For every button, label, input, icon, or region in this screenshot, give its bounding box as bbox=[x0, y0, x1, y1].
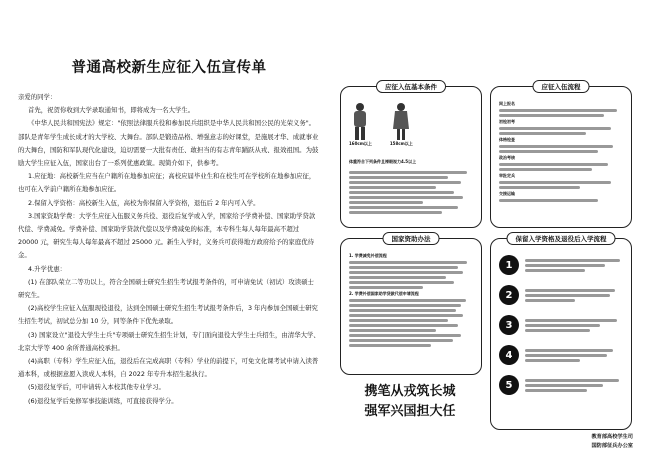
paragraph: 2.保留入学资格：高校新生入伍，高校为你保留入学资格，退伍后 2 年内可入学。 bbox=[28, 198, 260, 207]
paragraph: 4.升学优惠： bbox=[28, 264, 67, 273]
step-number: 5 bbox=[499, 375, 519, 395]
process-step: 网上报名 bbox=[499, 101, 515, 106]
paragraph: (3) 国家设立"退役大学生士兵"专项硕士研究生招生计划，专门面向退役大学生士兵招生，由清华大学、北京大学等 400 余所普通高校承担。 bbox=[18, 330, 320, 352]
signature-line-1: 教育部高校学生司 bbox=[591, 434, 633, 440]
process-step: 审批定兵 bbox=[499, 173, 515, 178]
funding-title: 国家资助办法 bbox=[383, 232, 440, 245]
process-step: 体格检查 bbox=[499, 137, 515, 142]
conditions-title: 应征入伍基本条件 bbox=[376, 80, 446, 93]
page-title: 普通高校新生应征入伍宣传单 bbox=[71, 59, 267, 76]
process-title: 应征入伍流程 bbox=[533, 80, 590, 93]
funding-sub: 2. 学费补偿国家助学贷款代偿申请流程 bbox=[349, 291, 419, 296]
process-step: 政治考核 bbox=[499, 155, 515, 160]
right-poster bbox=[335, 78, 635, 450]
step-number: 2 bbox=[499, 285, 519, 305]
paragraph: (2)高校学生应征入伍服现役退役，达到全国硕士研究生招生考试报考条件后，3 年内参加全国硕士研究生招生考试，初试总分加 10 分，同等条件下优先录取。 bbox=[18, 304, 318, 326]
paragraph: (6)退役复学后免修军事技能训练，可直接获得学分。 bbox=[28, 396, 178, 405]
paragraph: 3.国家资助学费：大学生应征入伍服义务兵役、退役后复学或入学，国家给予学费补偿、国家助学贷款代偿、学费减免。学费补偿、国家助学贷款代偿以及学费减免的标准，本专科生每人每年最高不超过 20000 元，研究生每人每年最高不超过 25000 元。新生入学时，义务兵可获得地方政府给予的家庭优待金。 bbox=[18, 211, 316, 260]
paragraph: 首先，祝贺你收到大学录取通知书，即将成为一名大学生。 bbox=[28, 106, 195, 115]
step-number: 1 bbox=[499, 255, 519, 275]
greeting: 亲爱的同学： bbox=[18, 93, 57, 101]
retain-box bbox=[490, 235, 632, 430]
paragraph: (1) 在部队荣立二等功以上，符合全国硕士研究生招生考试报考条件的，可申请免试（初试）攻读硕士研究生。 bbox=[18, 277, 314, 300]
paragraph: 《中华人民共和国宪法》规定："依照法律服兵役和参加民兵组织是中华人民共和国公民的光荣义务"。部队是青年学生成长成才的大学校、大舞台。部队是锻造品格、增强意志的好课堂，是施展才华、成就事业的大舞台，国防和军队现代化建设，迫切需要一大批有责任、敢担当的有志青年踊跃从戎、报效祖国。为鼓励大学生应征入伍，国家出台了一系列优惠政策。现简介如下，供参考。 bbox=[18, 119, 319, 168]
condition-lines bbox=[349, 169, 473, 216]
paragraph: (4)高职（专科）学生应征入伍，退役后在完成高职（专科）学业的前提下，可免文化课考试申请入读普通本科，或根据意愿入读成人本科，自 2022 年专升本招生起执行。 bbox=[18, 357, 319, 379]
process-box bbox=[490, 83, 632, 228]
female-height: 158cm以上 bbox=[389, 141, 413, 146]
process-step: 交接运输 bbox=[499, 191, 515, 196]
left-page bbox=[18, 56, 320, 408]
paragraph: 1.应征地：高校新生应当在户籍所在地参加应征；高校应届毕业生和在校生可在学校所在地参加应征，也可在入学前户籍所在地参加应征。 bbox=[18, 172, 316, 194]
step-number: 4 bbox=[499, 345, 519, 365]
step-number: 3 bbox=[499, 315, 519, 335]
retain-title: 保留入学资格及退役后入学流程 bbox=[507, 232, 616, 245]
female-soldier-icon bbox=[390, 101, 412, 141]
eye-requirement: 体重符合下列条件且裸眼视力4.5以上 bbox=[349, 159, 417, 164]
slogan-line-2: 强军兴国担大任 bbox=[364, 404, 456, 419]
conditions-box bbox=[340, 83, 482, 228]
process-step: 初检初考 bbox=[499, 119, 515, 124]
signature-line-2: 国防部征兵办公室 bbox=[591, 443, 633, 449]
funding-box bbox=[340, 235, 482, 375]
paragraph: (5)退役复学后，可申请转入本校其他专业学习。 bbox=[28, 383, 165, 392]
funding-sub: 1. 学费减免补偿流程 bbox=[349, 253, 387, 258]
male-height: 160cm以上 bbox=[349, 141, 372, 146]
slogan-line-1: 携笔从戎筑长城 bbox=[364, 384, 456, 399]
male-soldier-icon bbox=[349, 101, 371, 141]
